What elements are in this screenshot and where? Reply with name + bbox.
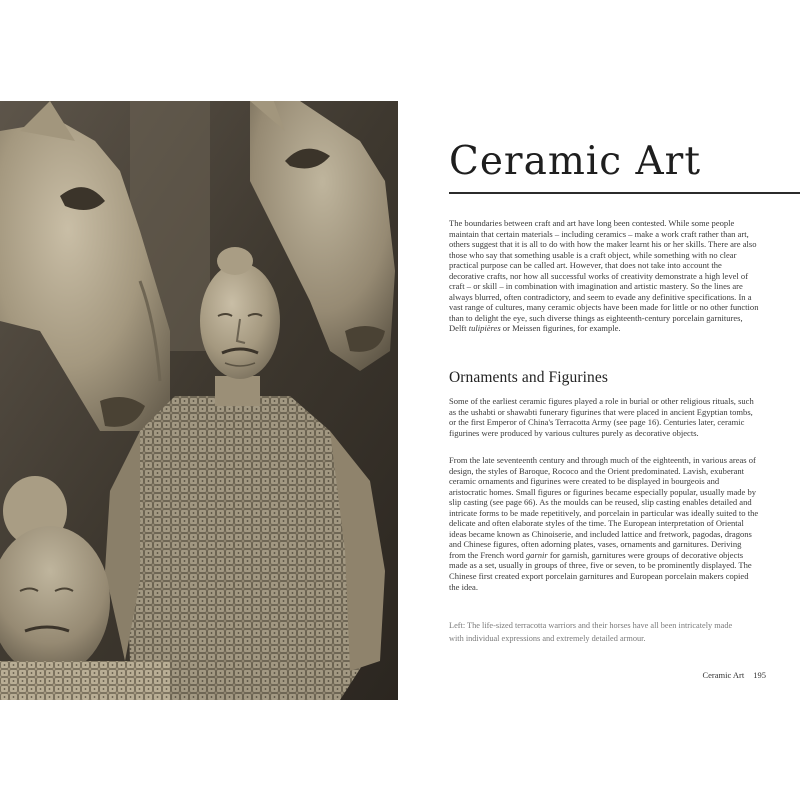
intro-italic: tulipières [468,323,501,334]
title-rule [449,192,800,194]
para2-text-end: for garnish, garnitures were groups of decorative objects made as a set, usually in groups of three, five or seven, to be prominently displayed. The Chinese first created export porcelain garnitures and European porcelain makers copied the idea. [449,549,752,592]
running-head: Ceramic Art [702,670,745,680]
intro-text-end: or Meissen figurines, for example. [500,323,621,334]
page-number: 195 [753,670,766,680]
intro-paragraph [449,218,759,334]
para2-text: From the late seventeenth century and through much of the eighteenth, in various areas of design, the styles of Baroque, Rococo and the Orient predominated. Lavish, exuberant ceramic ornaments and figurines were created to be displayed in bourgeois and aristocratic homes. Small figures or figurines became especially popular, usually made by slip casting (see page 66). As the moulds can be reused, slip casting enables detailed and intricate forms to be made repetitively, and porcelain in particular was ideally suited to the delicate and often elaborate styles of the time. The European interpretation of Oriental ideas became known as Chinoiserie, and included lattice and fretwork, pagodas, dragons and Chinese figures, often adorning plates, vases, ornaments and garnitures. Deriving from the French word [449,455,759,560]
page-title: Ceramic Art [449,139,701,184]
section-paragraph-1: Some of the earliest ceramic figures played a role in burial or other religious rituals, such as the ushabti or shawabti funerary figurines that were placed in ancient Egyptian tombs, or the first Emperor of China's Terracotta Army (see page 16). Centuries later, ceramic figurines were produced by various cultures purely as decorative objects. [449,396,754,438]
section-heading: Ornaments and Figurines [449,369,608,386]
para2-italic: garnir [525,549,548,560]
terracotta-illustration [0,101,398,700]
intro-text: The boundaries between craft and art have long been contested. While some people maintain that certain materials – including ceramics – make a work craft rather than art, others suggest that it is all to do with how the maker learnt his or her skills. There are also those who say that something usable is a craft object, while something with no clear practical purpose can be called art. However, that does not take into account the decorative crafts, nor how all successful works of creativity demonstrate a high level of craft – or skill – in combination with imagination and artistic mastery. So the lines are always blurred, often contradictory, and seem to evade any definitive specifications. In a vast range of cultures, many ceramic objects have been made for little or no other function than to delight the eye, such diverse things as eighteenth-century porcelain garnitures, Delft [449,218,759,334]
terracotta-photo [0,101,398,700]
photo-caption: Left: The life-sized terracotta warriors and their horses have all been intricately made with individual expressions and extremely detailed armour. [449,621,733,643]
page-footer [666,670,766,680]
section-paragraph-2 [449,455,759,592]
